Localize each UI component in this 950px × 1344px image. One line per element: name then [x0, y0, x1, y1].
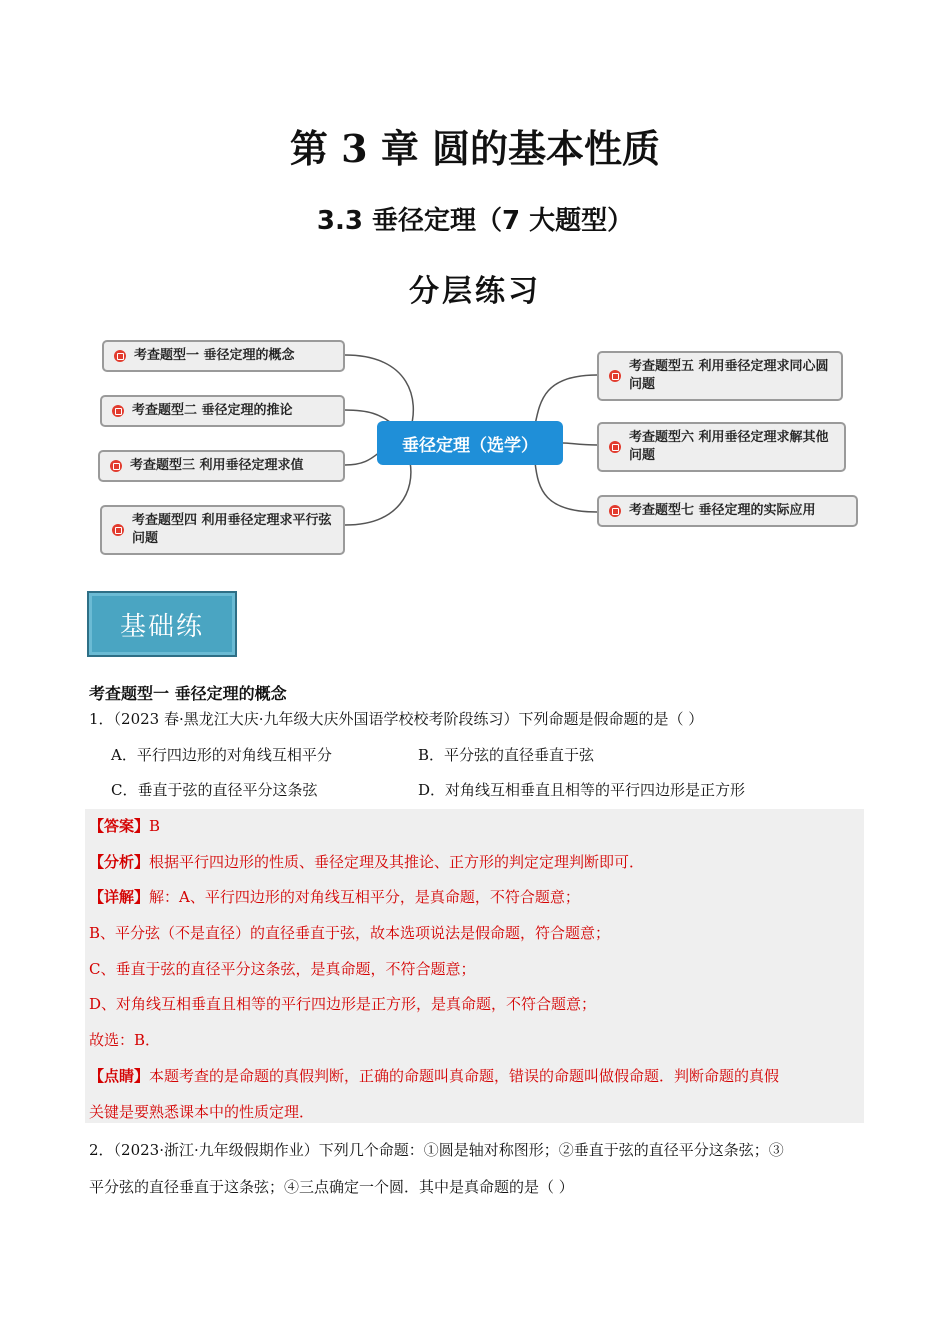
choose-line: 故选：B． — [89, 1031, 161, 1049]
detail-line-d: D、对角线互相垂直且相等的平行四边形是正方形，是真命题，不符合题意； — [89, 995, 597, 1013]
detail-line — [89, 886, 580, 907]
comment-text: 本题考查的是命题的真假判断，正确的命题叫真命题，错误的命题叫做假命题．判断命题的真假 — [149, 1067, 780, 1085]
detail-text: 解：A、平行四边形的对角线互相平分，是真命题，不符合题意； — [149, 888, 580, 906]
comment-line — [89, 1065, 779, 1086]
analysis-line — [89, 851, 644, 872]
answer-value: B — [149, 817, 161, 835]
mindmap-node-label: 考查题型二 垂径定理的推论 — [132, 403, 293, 418]
mindmap-node-label: 考查题型五 利用垂径定理求同心圆问题 — [629, 359, 829, 392]
flag-icon — [110, 460, 122, 472]
flag-icon — [112, 524, 124, 536]
detail-line-c: C、垂直于弦的直径平分这条弦，是真命题，不符合题意； — [89, 960, 476, 978]
mindmap-node-label: 考查题型四 利用垂径定理求平行弦问题 — [132, 513, 332, 546]
mindmap-node-label: 考查题型一 垂径定理的概念 — [134, 348, 295, 363]
flag-icon — [609, 505, 621, 517]
practice-heading: 分层练习 — [409, 274, 541, 309]
chapter-title: 第 3 章 圆的基本性质 — [289, 126, 661, 171]
question-1-option-c: C．垂直于弦的直径平分这条弦 — [111, 781, 318, 799]
question-2-line-1: 2．（2023·浙江·九年级假期作业）下列几个命题：①圆是轴对称图形；②垂直于弦的直径平分这条弦；③ — [89, 1141, 784, 1159]
mindmap-node-left-2 — [100, 395, 345, 427]
comment-tag: 【点睛】 — [89, 1067, 150, 1085]
flag-icon — [114, 350, 126, 362]
question-1-stem: 1．（2023 春·黑龙江大庆·九年级大庆外国语学校校考阶段练习）下列命题是假命题的是（ ） — [89, 710, 704, 728]
mindmap-node-right-3 — [597, 495, 858, 527]
flag-icon — [609, 370, 621, 382]
topic-heading: 考查题型一 垂径定理的概念 — [89, 684, 287, 703]
mindmap-center-node: 垂径定理（选学） — [377, 421, 563, 465]
question-1-option-d: D．对角线互相垂直且相等的平行四边形是正方形 — [418, 781, 746, 799]
mindmap-node-right-1 — [597, 351, 843, 401]
question-1-option-b: B．平分弦的直径垂直于弦 — [418, 746, 595, 764]
question-2-line-2: 平分弦的直径垂直于这条弦；④三点确定一个圆．其中是真命题的是（ ） — [89, 1178, 574, 1196]
mindmap-node-label: 考查题型六 利用垂径定理求解其他问题 — [629, 430, 829, 463]
question-1-option-a: A．平行四边形的对角线互相平分 — [111, 746, 332, 764]
mindmap-node-right-2 — [597, 422, 846, 472]
mindmap-node-left-4 — [100, 505, 345, 555]
mindmap-node-left-3 — [98, 450, 345, 482]
section-subtitle: 3.3 垂径定理（7 大题型） — [316, 206, 634, 236]
flag-icon — [112, 405, 124, 417]
detail-tag: 【详解】 — [89, 888, 150, 906]
analysis-text: 根据平行四边形的性质、垂径定理及其推论、正方形的判定定理判断即可． — [149, 853, 645, 871]
flag-icon — [609, 441, 621, 453]
detail-line-b: B、平分弦（不是直径）的直径垂直于弦，故本选项说法是假命题，符合题意； — [89, 924, 611, 942]
answer-tag: 【答案】 — [89, 817, 150, 835]
mindmap-node-left-1 — [102, 340, 345, 372]
section-badge: 基础练 — [87, 591, 237, 657]
analysis-tag: 【分析】 — [89, 853, 150, 871]
comment-line-2: 关键是要熟悉课本中的性质定理． — [89, 1103, 315, 1121]
mindmap-node-label: 考查题型三 利用垂径定理求值 — [130, 458, 304, 473]
mindmap-node-label: 考查题型七 垂径定理的实际应用 — [629, 503, 816, 518]
answer-line — [89, 815, 160, 836]
